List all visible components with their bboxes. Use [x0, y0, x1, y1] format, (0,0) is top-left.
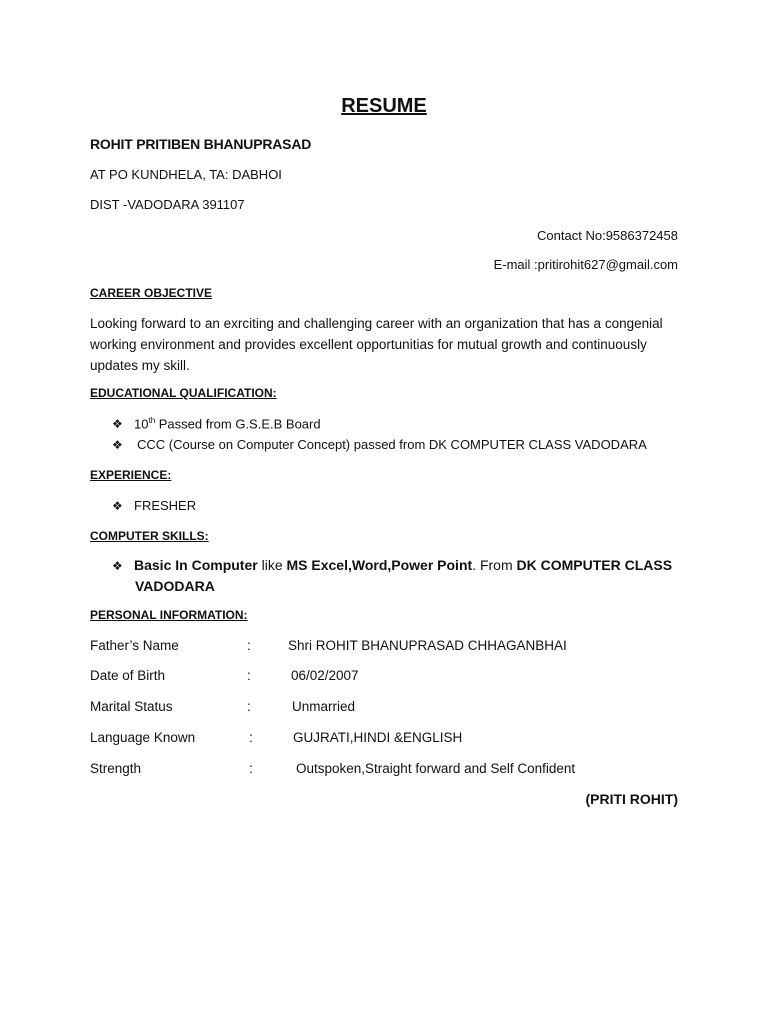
personal-value-fathers-name: Shri ROHIT BHANUPRASAD CHHAGANBHAI	[288, 638, 567, 653]
diamond-bullet-icon: ❖	[112, 559, 123, 573]
computer-skills-heading: COMPUTER SKILLS:	[90, 529, 209, 543]
personal-colon: :	[247, 699, 251, 714]
signature: (PRITI ROHIT)	[585, 791, 678, 807]
skills-part-4: . From	[472, 557, 517, 573]
personal-colon: :	[247, 668, 251, 683]
personal-info-heading: PERSONAL INFORMATION:	[90, 608, 248, 622]
personal-label-strength: Strength	[90, 761, 142, 776]
computer-skills-item	[112, 557, 672, 573]
education-item-1-text: Passed from G.S.E.B Board	[155, 416, 321, 432]
address-line-1: AT PO KUNDHELA, TA: DABHOI	[90, 167, 282, 182]
skills-part-5: DK COMPUTER CLASS	[516, 557, 673, 573]
personal-colon: :	[249, 761, 253, 776]
personal-value-strength: Outspoken,Straight forward and Self Confident	[296, 761, 576, 776]
email-address: E-mail :pritirohit627@gmail.com	[493, 257, 678, 272]
diamond-bullet-icon: ❖	[112, 417, 123, 432]
education-item-2-text: CCC (Course on Computer Concept) passed from DK COMPUTER CLASS VADODARA	[137, 437, 647, 452]
resume-title: RESUME	[341, 95, 427, 117]
experience-heading: EXPERIENCE:	[90, 468, 172, 482]
experience-item-text: FRESHER	[134, 498, 197, 513]
education-item-1	[112, 416, 321, 431]
experience-item	[112, 498, 196, 513]
personal-label-marital-status: Marital Status	[90, 699, 173, 714]
skills-part-2: like	[257, 557, 287, 573]
personal-colon: :	[247, 638, 251, 653]
applicant-name: ROHIT PRITIBEN BHANUPRASAD	[90, 136, 312, 152]
career-objective-heading: CAREER OBJECTIVE	[90, 286, 213, 300]
personal-value-marital-status: Unmarried	[292, 699, 356, 714]
personal-label-fathers-name: Father’s Name	[90, 638, 179, 653]
education-heading: EDUCATIONAL QUALIFICATION:	[90, 386, 277, 400]
personal-colon: :	[249, 730, 253, 745]
education-item-2	[112, 437, 647, 452]
diamond-bullet-icon: ❖	[112, 499, 123, 513]
skills-part-1: Basic In Computer	[134, 557, 258, 573]
personal-label-language: Language Known	[90, 730, 196, 745]
personal-value-language: GUJRATI,HINDI &ENGLISH	[293, 730, 463, 745]
career-objective-text: Looking forward to an exrciting and challenging career with an organization that has a congenial working environment and provides excellent opportunitias for mutual growth and continuously updates my skill.	[90, 316, 663, 373]
education-item-1-sup: th	[148, 416, 156, 425]
personal-value-dob: 06/02/2007	[291, 668, 359, 683]
skills-part-6: VADODARA	[135, 578, 215, 594]
contact-number: Contact No:9586372458	[537, 228, 678, 243]
skills-part-3: MS Excel,Word,Power Point	[286, 557, 473, 573]
diamond-bullet-icon: ❖	[112, 438, 123, 452]
education-item-1-number: 10	[134, 416, 149, 432]
personal-label-dob: Date of Birth	[90, 668, 166, 683]
address-line-2: DIST -VADODARA 391107	[90, 197, 245, 212]
